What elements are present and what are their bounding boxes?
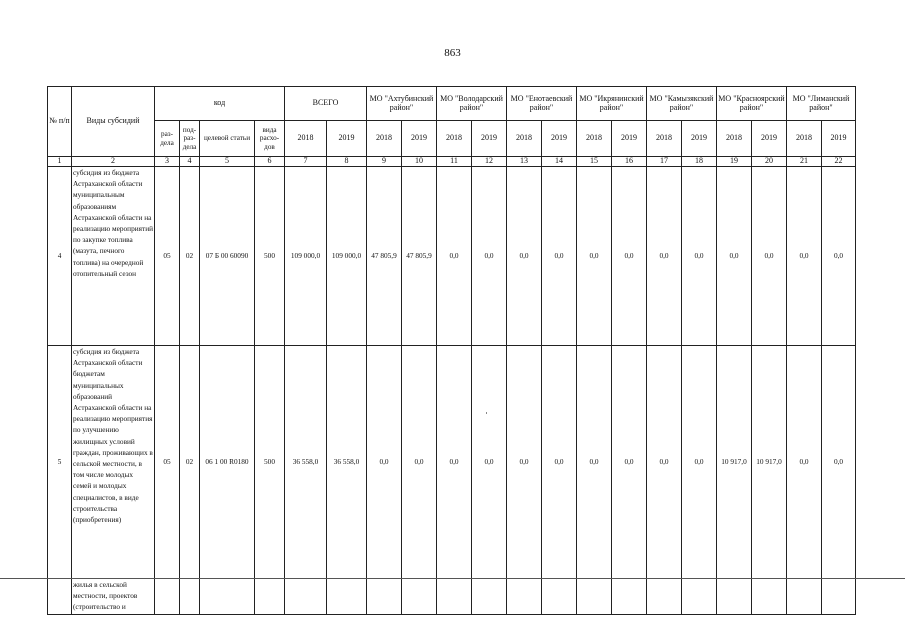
empty-cell bbox=[437, 578, 472, 614]
header-district: МО "Камызякский район" bbox=[647, 87, 717, 121]
year-header: 2018 bbox=[647, 121, 682, 157]
code-celevoy: 07 Б 00 60090 bbox=[200, 166, 255, 345]
empty-cell bbox=[255, 578, 285, 614]
value-cell: 0,0 bbox=[542, 345, 577, 578]
year-header: 2019 bbox=[822, 121, 856, 157]
value-cell: 109 000,0 bbox=[327, 166, 367, 345]
value-cell: 0,0 bbox=[437, 166, 472, 345]
column-number: 9 bbox=[367, 157, 402, 167]
value-cell: 0,0 bbox=[822, 345, 856, 578]
value-cell: 10 917,0 bbox=[752, 345, 787, 578]
value-cell: 109 000,0 bbox=[285, 166, 327, 345]
column-number: 18 bbox=[682, 157, 717, 167]
year-header: 2018 bbox=[717, 121, 752, 157]
column-number: 8 bbox=[327, 157, 367, 167]
table-row-continued bbox=[48, 578, 856, 614]
year-header: 2018 bbox=[437, 121, 472, 157]
empty-cell bbox=[647, 578, 682, 614]
column-number: 14 bbox=[542, 157, 577, 167]
column-number: 3 bbox=[155, 157, 180, 167]
empty-cell bbox=[717, 578, 752, 614]
header-district: МО "Красноярский район" bbox=[717, 87, 787, 121]
subsidies-table bbox=[47, 86, 856, 615]
column-number: 12 bbox=[472, 157, 507, 167]
empty-cell bbox=[752, 578, 787, 614]
code-razdel: 05 bbox=[155, 345, 180, 578]
empty-cell bbox=[200, 578, 255, 614]
header-district: МО "Лиманский район" bbox=[787, 87, 856, 121]
value-cell: 0,0 bbox=[682, 166, 717, 345]
column-number: 2 bbox=[72, 157, 155, 167]
empty-cell bbox=[285, 578, 327, 614]
year-header: 2018 bbox=[367, 121, 402, 157]
header-district: МО "Икрянинский район" bbox=[577, 87, 647, 121]
value-cell: 10 917,0 bbox=[717, 345, 752, 578]
column-number: 6 bbox=[255, 157, 285, 167]
column-number: 7 bbox=[285, 157, 327, 167]
value-cell: 0,0 bbox=[787, 345, 822, 578]
page-number: 863 bbox=[444, 47, 461, 59]
column-number: 5 bbox=[200, 157, 255, 167]
subsidy-name: субсидия из бюджета Астраханской области бюджетам муниципальных образований Астраханской области на реализацию мероприятия по улучшению жилищных условий граждан, проживающих в сельской местности, в том числе молодых семей и молодых специалистов, в виде строительства (приобретения) bbox=[72, 345, 155, 578]
value-cell: 0,0 bbox=[717, 166, 752, 345]
empty-cell bbox=[472, 578, 507, 614]
subsidy-name: жилья в сельской местности, проектов (строительство и bbox=[72, 578, 155, 614]
header-kod-podrazdel: под-раз-дела bbox=[180, 121, 200, 157]
year-header: 2019 bbox=[542, 121, 577, 157]
header-kind: Виды субсидий bbox=[72, 87, 155, 157]
value-cell: 0,0 bbox=[577, 166, 612, 345]
value-cell: 47 805,9 bbox=[402, 166, 437, 345]
header-kod-razdel: раз-дела bbox=[155, 121, 180, 157]
value-cell: 0,0 bbox=[787, 166, 822, 345]
column-number: 16 bbox=[612, 157, 647, 167]
row-number: 5 bbox=[48, 345, 72, 578]
empty-cell bbox=[367, 578, 402, 614]
value-cell: 0,0 bbox=[682, 345, 717, 578]
value-cell: 0,0 bbox=[437, 345, 472, 578]
value-cell: 36 558,0 bbox=[285, 345, 327, 578]
code-podrazdel: 02 bbox=[180, 166, 200, 345]
value-cell: 0,0 bbox=[507, 166, 542, 345]
year-header: 2019 bbox=[612, 121, 647, 157]
scan-speck bbox=[486, 412, 487, 414]
empty-cell bbox=[787, 578, 822, 614]
code-podrazdel: 02 bbox=[180, 345, 200, 578]
value-cell: 0,0 bbox=[647, 166, 682, 345]
subsidy-name: субсидия из бюджета Астраханской области муниципальным образованиям Астраханской области на реализацию мероприятий по закупке топлива (мазута, печного топлива) на очередной отопительный сезон bbox=[72, 166, 155, 345]
year-header: 2019 bbox=[752, 121, 787, 157]
column-number: 4 bbox=[180, 157, 200, 167]
year-header: 2019 bbox=[472, 121, 507, 157]
row-number bbox=[48, 578, 72, 614]
value-cell: 0,0 bbox=[612, 345, 647, 578]
empty-cell bbox=[327, 578, 367, 614]
code-vid: 500 bbox=[255, 166, 285, 345]
value-cell: 0,0 bbox=[752, 166, 787, 345]
header-district: МО "Енотаевский район" bbox=[507, 87, 577, 121]
column-number: 11 bbox=[437, 157, 472, 167]
header-kod: код bbox=[155, 87, 285, 121]
header-vsego: ВСЕГО bbox=[285, 87, 367, 121]
empty-cell bbox=[612, 578, 647, 614]
value-cell: 0,0 bbox=[507, 345, 542, 578]
empty-cell bbox=[682, 578, 717, 614]
year-header: 2019 bbox=[402, 121, 437, 157]
page-break-line bbox=[0, 578, 905, 579]
empty-cell bbox=[180, 578, 200, 614]
empty-cell bbox=[577, 578, 612, 614]
value-cell: 0,0 bbox=[822, 166, 856, 345]
value-cell: 0,0 bbox=[542, 166, 577, 345]
empty-cell bbox=[542, 578, 577, 614]
value-cell: 0,0 bbox=[472, 345, 507, 578]
column-number: 13 bbox=[507, 157, 542, 167]
row-number: 4 bbox=[48, 166, 72, 345]
table-row bbox=[48, 345, 856, 578]
year-header: 2018 bbox=[787, 121, 822, 157]
year-header: 2018 bbox=[507, 121, 542, 157]
column-number: 21 bbox=[787, 157, 822, 167]
table-row bbox=[48, 166, 856, 345]
header-district: МО "Ахтубинский район" bbox=[367, 87, 437, 121]
year-header: 2018 bbox=[285, 121, 327, 157]
empty-cell bbox=[822, 578, 856, 614]
value-cell: 0,0 bbox=[367, 345, 402, 578]
empty-cell bbox=[402, 578, 437, 614]
value-cell: 0,0 bbox=[647, 345, 682, 578]
header-district: МО "Володарский район" bbox=[437, 87, 507, 121]
column-number: 10 bbox=[402, 157, 437, 167]
header-kod-vid: вида расхо-дов bbox=[255, 121, 285, 157]
value-cell: 0,0 bbox=[472, 166, 507, 345]
column-number: 15 bbox=[577, 157, 612, 167]
empty-cell bbox=[507, 578, 542, 614]
year-header: 2019 bbox=[682, 121, 717, 157]
year-header: 2019 bbox=[327, 121, 367, 157]
year-header: 2018 bbox=[577, 121, 612, 157]
empty-cell bbox=[155, 578, 180, 614]
value-cell: 0,0 bbox=[577, 345, 612, 578]
column-number: 20 bbox=[752, 157, 787, 167]
code-vid: 500 bbox=[255, 345, 285, 578]
column-number: 17 bbox=[647, 157, 682, 167]
value-cell: 0,0 bbox=[612, 166, 647, 345]
column-number: 22 bbox=[822, 157, 856, 167]
value-cell: 36 558,0 bbox=[327, 345, 367, 578]
code-celevoy: 06 1 00 R0180 bbox=[200, 345, 255, 578]
header-kod-celevoy: целевой статьи bbox=[200, 121, 255, 157]
column-number: 1 bbox=[48, 157, 72, 167]
value-cell: 47 805,9 bbox=[367, 166, 402, 345]
column-number: 19 bbox=[717, 157, 752, 167]
value-cell: 0,0 bbox=[402, 345, 437, 578]
header-num: № п/п bbox=[48, 87, 72, 157]
code-razdel: 05 bbox=[155, 166, 180, 345]
